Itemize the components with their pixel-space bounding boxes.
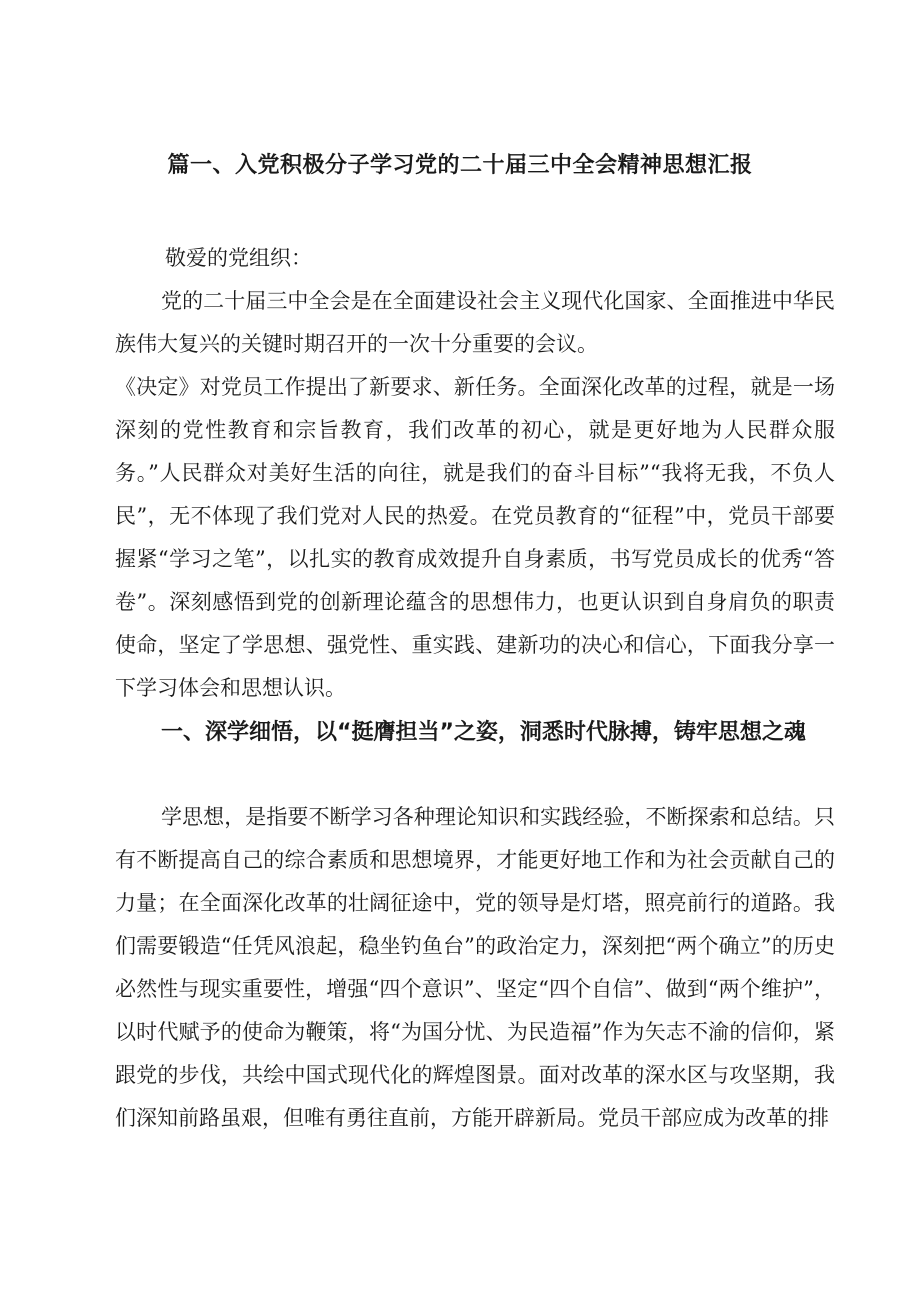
paragraph-intro: 党的二十届三中全会是在全面建设社会主义现代化国家、全面推进中华民族伟大复兴的关键时期召开的一次十分重要的会议。 (115, 289, 835, 356)
section-heading: 一、深学细悟，以“挺膺担当”之姿，洞悉时代脉搏，铸牢思想之魂 (161, 720, 806, 745)
paragraph-section-one: 学思想，是指要不断学习各种理论知识和实践经验，不断探索和总结。只有不断提高自己的综合素质和思想境界，才能更好地工作和为社会贡献自己的力量；在全面深化改革的壮阔征途中，党的领导是灯塔，照亮前行的道路。我们需要锻造“任凭风浪起，稳坐钓鱼台”的政治定力，深刻把“两个确立”的历史必然性与现实重要性，增强“四个意识”、坚定“四个自信”、做到“两个维护”，以时代赋予的使命为鞭策，将“为国分忧、为民造福”作为矢志不渝的信仰，紧跟党的步伐，共绘中国式现代化的辉煌图景。面对改革的深水区与攻坚期，我们深知前路虽艰，但唯有勇往直前，方能开辟新局。党员干部应成为改革的排 (115, 805, 835, 1130)
salutation: 敬爱的党组织： (165, 246, 312, 270)
paragraph-decision: 《决定》对党员工作提出了新要求、新任务。全面深化改革的过程，就是一场深刻的党性教育和宗旨教育，我们改革的初心，就是更好地为人民群众服务。”人民群众对美好生活的向往，就是我们的奋斗目标”“我将无我，不负人民”，无不体现了我们党对人民的热爱。在党员教育的“征程”中，党员干部要握紧“学习之笔”，以扎实的教育成效提升自身素质，书写党员成长的优秀“答卷”。深刻感悟到党的创新理论蕴含的思想伟力，也更认识到自身肩负的职责使命，坚定了学思想、强党性、重实践、建新功的决心和信心，下面我分享一下学习体会和思想认识。 (115, 375, 835, 700)
document-title: 篇一、入党积极分子学习党的二十届三中全会精神思想汇报 (167, 153, 753, 178)
